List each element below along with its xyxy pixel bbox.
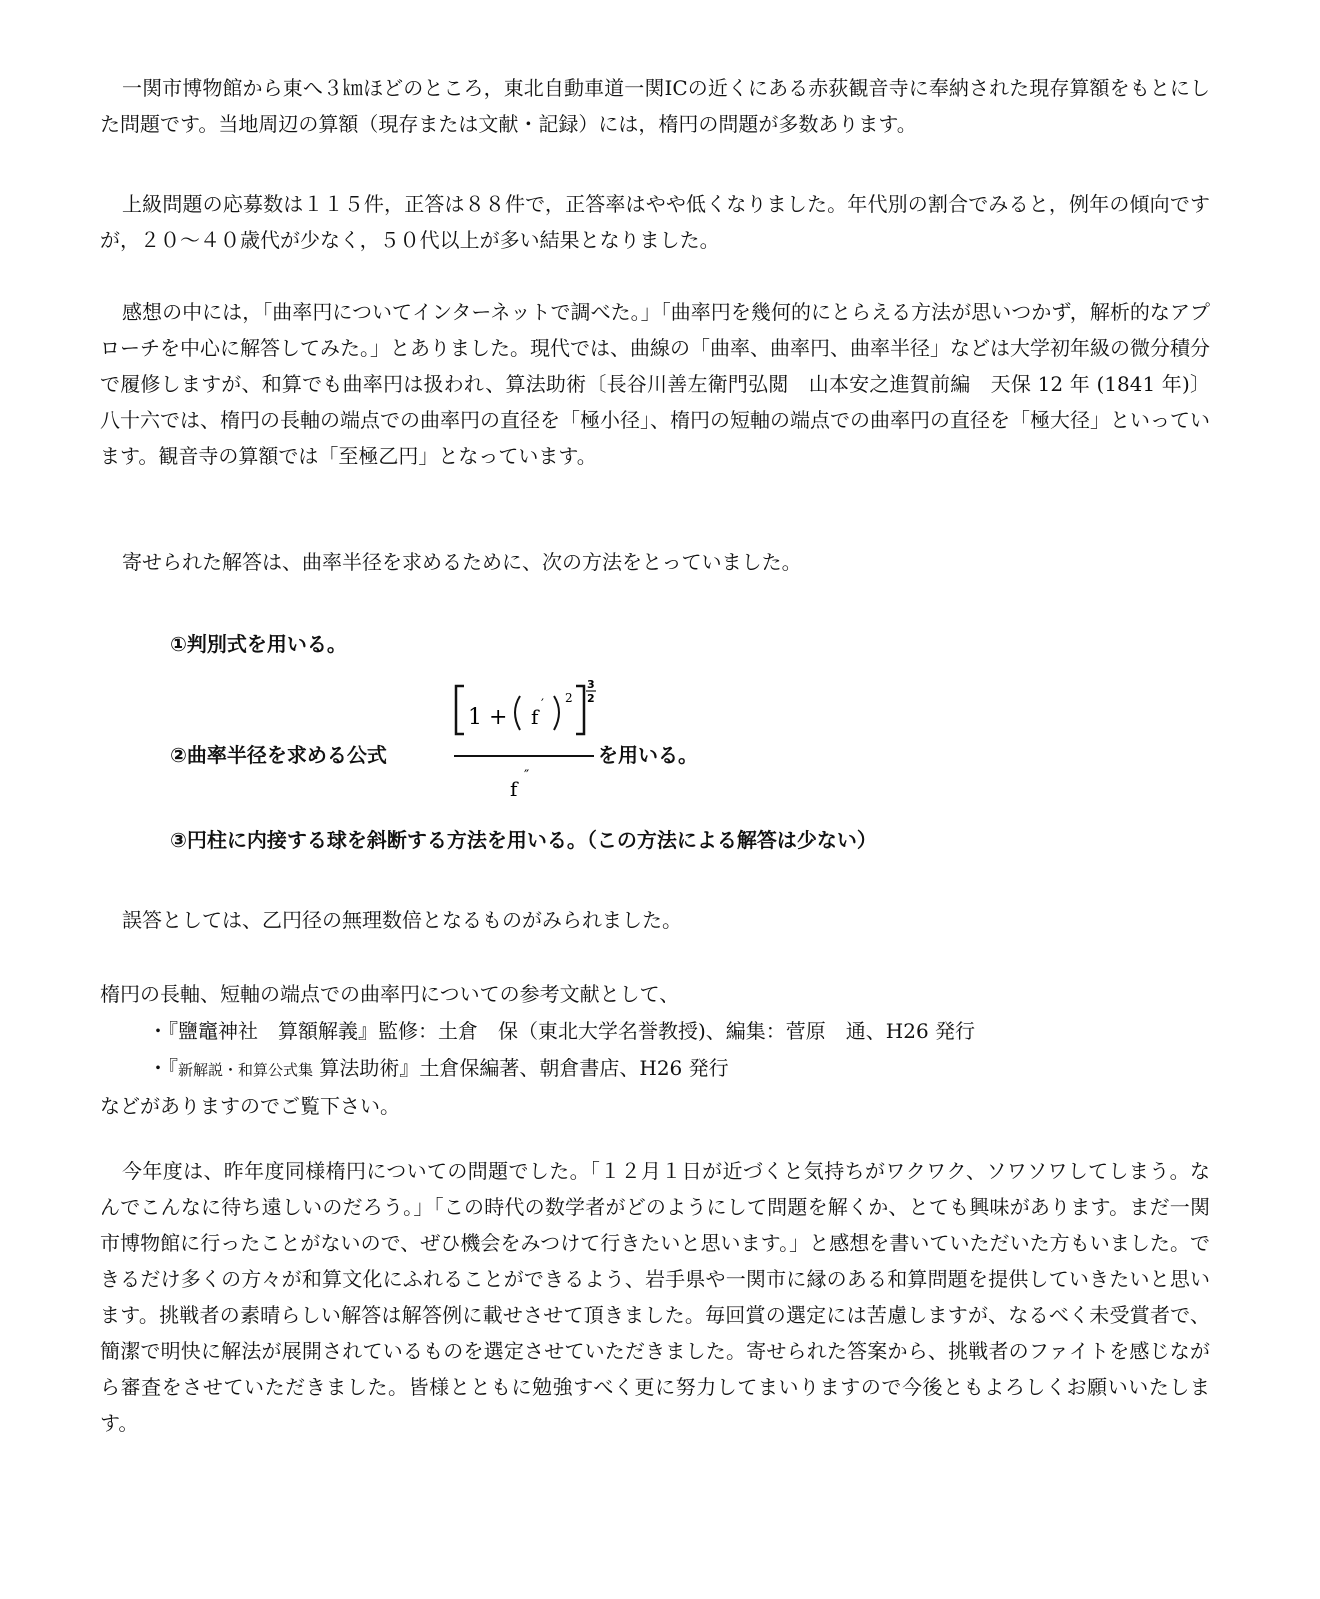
paragraph-statistics: 上級問題の応募数は１１５件，正答は８８件で，正答率はやや低くなりました。年代別の割合でみると，例年の傾向ですが，２０～４０歳代が少なく，５０代以上が多い結果となりました。 [100, 192, 1210, 252]
paragraph-methods-intro: 寄せられた解答は、曲率半径を求めるために、次の方法をとっていました。 [122, 550, 802, 574]
curvature-radius-formula [448, 672, 598, 804]
reference-1: ・『鹽竈神社 算額解義』監修：土倉 保（東北大学名誉教授)、編集：菅原 通、H26 発行 [148, 1019, 976, 1043]
reference-2-title: 算法助術』土倉保編著、朝倉書店、H26 発行 [313, 1056, 729, 1080]
formula-square: 2 [565, 691, 573, 705]
formula-denominator-f: f [510, 777, 518, 801]
formula-one: 1 [468, 705, 482, 730]
left-bracket [456, 686, 464, 734]
paragraph-closing: 今年度は、昨年度同様楕円についての問題でした。「１２月１日が近づくと気持ちがワクワク、ソワソワしてしまう。なんでこんなに待ち遠しいのだろう。」「この時代の数学者がどのようにして問題を解くか、とても興味があります。まだ一関市博物館に行ったことがないので、ぜひ機会をみつけて行きたいと思います。」と感想を書いていただいた方もいました。できるだけ多くの方々が和算文化にふれることができるよう、岩手県や一関市に縁のある和算問題を提供していきたいと思います。挑戦者の素晴らしい解答は解答例に載せさせて頂きました。毎回賞の選定には苦慮しますが、なるべく未受賞者で、簡潔で明快に解法が展開されているものを選定させていただきました。寄せられた答案から、挑戦者のファイトを感じながら審査をさせていただきました。皆様とともに勉強すべく更に努力してまいりますので今後ともよろしくお願いいたします。 [100, 1159, 1210, 1435]
formula-plus: + [489, 705, 508, 730]
reference-2-series: 新解説・和算公式集 [178, 1061, 314, 1079]
left-paren [515, 696, 520, 730]
method-1: ①判別式を用いる。 [170, 632, 347, 656]
paragraph-intro: 一関市博物館から東へ３㎞ほどのところ，東北自動車道一関ICの近くにある赤荻観音寺に奉納された現存算額をもとにした問題です。当地周辺の算額（現存または文献・記録）には，楕円の問題が多数あります。 [100, 76, 1210, 136]
formula-f: f [531, 705, 539, 729]
method-2-suffix: を用いる。 [598, 743, 698, 767]
references-outro: などがありますのでご覧下さい。 [100, 1094, 400, 1118]
method-2-label: ②曲率半径を求める公式 [170, 743, 387, 767]
references-intro: 楕円の長軸、短軸の端点での曲率円についての参考文献として、 [100, 982, 680, 1006]
formula-double-prime: ″ [524, 768, 530, 784]
right-bracket [576, 686, 584, 734]
right-paren [554, 696, 559, 730]
exponent-denominator: 2 [587, 692, 595, 705]
reference-2 [148, 1053, 729, 1085]
formula-prime: ′ [541, 697, 544, 712]
reference-2-bullet: ・『 [148, 1056, 178, 1080]
paragraph-wrong-answers: 誤答としては、乙円径の無理数倍となるものがみられました。 [122, 908, 682, 932]
paragraph-impressions: 感想の中には，「曲率円についてインターネットで調べた。」「曲率円を幾何的にとらえる方法が思いつかず，解析的なアプローチを中心に解答してみた。」とありました。現代では、曲線の「曲率、曲率円、曲率半径」などは大学初年級の微分積分で履修しますが、和算でも曲率円は扱われ、算法助術〔長谷川善左衛門弘閲 山本安之進賀前編 天保 12 年 (1841 年)〕八十六では、楕円の長軸の端点での曲率円の直径を「極小径」、楕円の短軸の端点での曲率円の直径を「極大径」といっています。観音寺の算額では「至極乙円」となっています。 [100, 300, 1210, 468]
method-3: ③円柱に内接する球を斜断する方法を用いる。（この方法による解答は少ない） [170, 828, 877, 852]
exponent-numerator: 3 [587, 678, 595, 691]
